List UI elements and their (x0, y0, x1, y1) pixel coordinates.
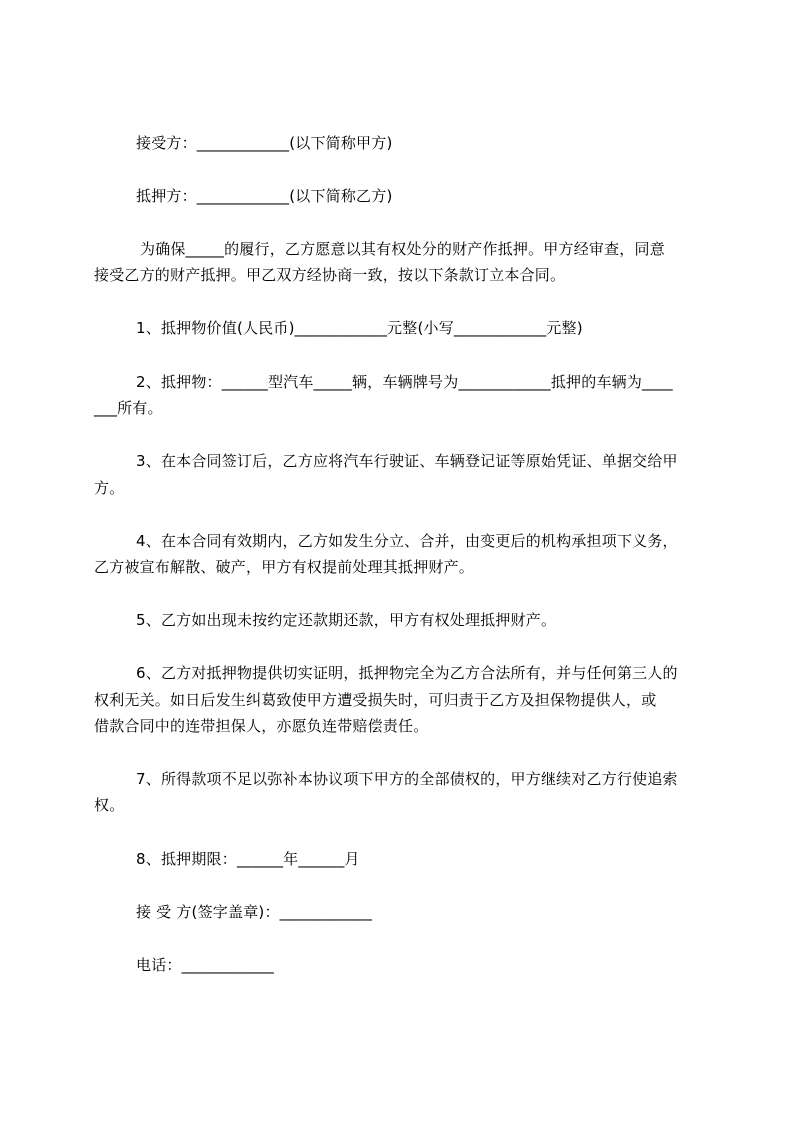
clause-7-line-1: 7、所得款项不足以弥补本协议项下甲方的全部债权的，甲方继续对乙方行使追索 (136, 770, 678, 788)
clause-6-line-3: 借款合同中的连带担保人，亦愿负连带赔偿责任。 (94, 717, 429, 735)
clause-7-line-2: 权。 (94, 796, 125, 814)
intro-line-1: 为确保_____的履行，乙方愿意以其有权处分的财产作抵押。甲方经审查，同意 (140, 240, 665, 258)
clause-2-line-2: ___所有。 (94, 399, 163, 417)
clause-2-line-1: 2、抵押物：______型汽车_____辆，车辆牌号为____________抵押的车辆为____ (136, 373, 673, 391)
clause-3-line-2: 方。 (94, 479, 125, 497)
clause-1-line-1: 1、抵押物价值(人民币)____________元整(小写____________元整) (136, 319, 583, 337)
pledgor-line: 抵押方：____________(以下简称乙方) (136, 187, 393, 205)
clause-4-line-2: 乙方被宣布解散、破产，甲方有权提前处理其抵押财产。 (94, 558, 475, 576)
acceptor-line: 接受方：____________(以下简称甲方) (136, 134, 393, 152)
clause-6-line-2: 权利无关。如日后发生纠葛致使甲方遭受损失时，可归责于乙方及担保物提供人，或 (94, 691, 657, 709)
clause-8-line-1: 8、抵押期限：______年______月 (136, 850, 360, 868)
intro-line-2: 接受乙方的财产抵押。甲乙双方经协商一致，按以下条款订立本合同。 (94, 266, 566, 284)
clause-4-line-1: 4、在本合同有效期内，乙方如发生分立、合并，由变更后的机构承担项下义务， (136, 532, 678, 550)
phone-line: 电话：____________ (136, 956, 275, 974)
clause-3-line-1: 3、在本合同签订后，乙方应将汽车行驶证、车辆登记证等原始凭证、单据交给甲 (136, 452, 678, 470)
signature-line: 接 受 方(签字盖章)：____________ (136, 903, 373, 921)
clause-6-line-1: 6、乙方对抵押物提供切实证明，抵押物完全为乙方合法所有，并与任何第三人的 (136, 664, 678, 682)
clause-5-line-1: 5、乙方如出现未按约定还款期还款，甲方有权处理抵押财产。 (136, 611, 557, 629)
